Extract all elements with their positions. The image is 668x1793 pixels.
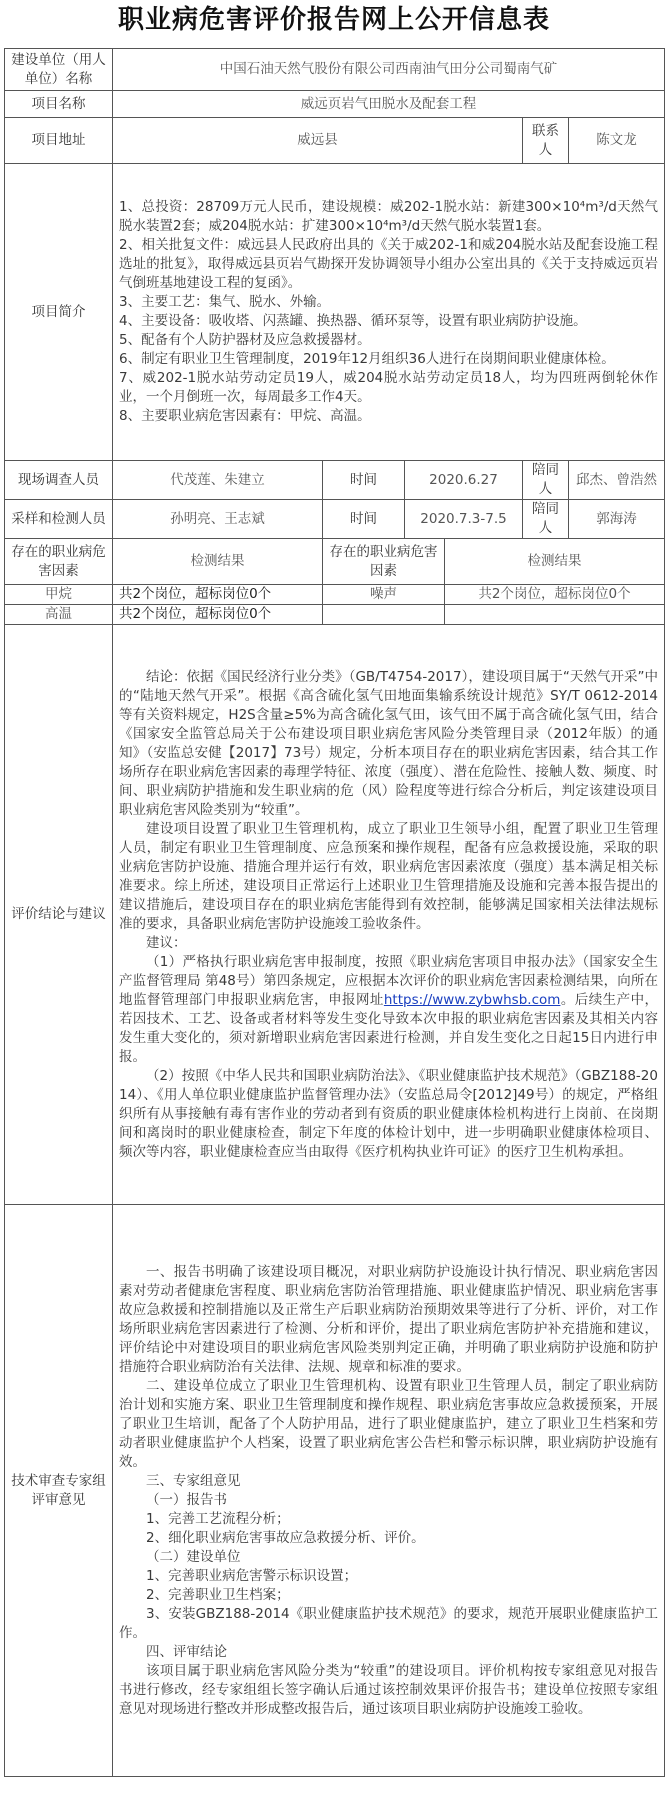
conclusion-label: 评价结论与建议 xyxy=(5,625,113,1205)
review-paragraph: 该项目属于职业病危害风险分类为“较重”的建设项目。评价机构按专家组意见对报告书进行修改，经专家组组长签字确认后通过该控制效果评价报告书；建设单位按照专家组意见对现场进行整改并形成整改报告后，通过该项目职业病防护设施竣工验收。 xyxy=(119,1662,658,1717)
sampling-accompany-value: 郭海涛 xyxy=(569,500,665,539)
review-paragraph: （一）报告书 xyxy=(146,1491,227,1508)
sampling-staff: 孙明亮、王志斌 xyxy=(113,500,323,539)
review-paragraph: 一、报告书明确了该建设项目概况，对职业病防护设施设计执行情况、职业病危害因素对劳动者健康危害程度、职业病危害防治管理措施、职业健康监护情况、职业病危害事故应急救援和控制措施以及正常生产后职业病防治预期效果等进行了分析、评价，对工作场所职业病危害因素进行了检测、分析和评价，提出了职业病危害防护补充措施和建议，评价结论中对建设项目的职业病危害风险类别判定正确，并明确了职业病防护设施和防护措施符合职业病防治有关法律、法规、规章和标准的要求。 xyxy=(119,1263,658,1375)
review-paragraph: 2、细化职业病危害事故应急救援分析、评价。 xyxy=(146,1529,425,1546)
conclusion-text: 。后续生产中，若因技术、工艺、设备或者材料等发生变化导致本次申报的职业病危害因素及其相关内容发生重大变化的，须对新增职业病危害因素进行检测，并自发生变化之日起15日内进行申报。 xyxy=(119,991,659,1065)
conclusion-paragraph: 建议： xyxy=(146,934,187,951)
hazard-result: 共2个岗位，超标岗位0个 xyxy=(113,585,323,605)
review-paragraph: 3、安装GBZ188-2014《职业健康监护技术规范》的要求，规范开展职业健康监护工作。 xyxy=(119,1605,658,1641)
contact-value: 陈文龙 xyxy=(569,118,665,164)
conclusion-content xyxy=(113,625,665,1205)
hazard-factor: 噪声 xyxy=(323,585,445,605)
conclusion-paragraph xyxy=(119,953,658,1067)
hazard-result: 共2个岗位，超标岗位0个 xyxy=(113,605,323,625)
conclusion-text: （1）严格执行职业病危害申报制度，按照《职业病危害项目申报办法》（国家安全生产监督管理局 第48号）第四条规定，应根据本次评价的职业病危害因素检测结果，向所在地监督管理部门申报职业病危害，申报网址 xyxy=(119,953,658,1008)
hazard-result-empty xyxy=(445,605,665,625)
detection-result-header-right: 检测结果 xyxy=(445,539,665,585)
site-accompany-value: 邱杰、曾浩然 xyxy=(569,461,665,500)
site-survey-label: 现场调查人员 xyxy=(5,461,113,500)
site-survey-staff: 代茂莲、朱建立 xyxy=(113,461,323,500)
project-name-value: 威远页岩气田脱水及配套工程 xyxy=(113,91,665,118)
review-paragraph: 1、完善工艺流程分析； xyxy=(146,1510,290,1527)
unit-label: 建设单位（用人单位）名称 xyxy=(5,49,113,91)
conclusion-paragraph: 建设项目设置了职业卫生管理机构，成立了职业卫生领导小组，配置了职业卫生管理人员，制定有职业卫生管理制度、应急预案和操作规程，配备有应急救援设施，采取的职业病危害防护设施、措施合理并运行有效，职业病危害因素浓度（强度）基本满足相关标准要求。综上所述，建设项目正常运行上述职业卫生管理措施及设施和完善本报告提出的建议措施后，建设项目存在的职业病危害能得到有效控制，能够满足国家相关法律法规标准的要求，具备职业病危害防护设施竣工验收条件。 xyxy=(119,820,658,932)
hazard-factor: 高温 xyxy=(5,605,113,625)
hazard-factor-header-left: 存在的职业病危害因素 xyxy=(5,539,113,585)
review-paragraph: 三、专家组意见 xyxy=(146,1472,241,1489)
unit-value: 中国石油天然气股份有限公司西南油气田分公司蜀南气矿 xyxy=(113,49,665,91)
sampling-accompany-label: 陪同人 xyxy=(523,500,569,539)
review-paragraph: 二、建设单位成立了职业卫生管理机构、设置有职业卫生管理人员，制定了职业病防治计划和实施方案、职业卫生管理制度和操作规程、职业病危害事故应急救援预案，开展了职业卫生培训，配备了个人防护用品，进行了职业健康监护，建立了职业卫生档案和劳动者职业健康监护个人档案，设置了职业病危害公告栏和警示标识牌，职业病防护设施有效。 xyxy=(119,1377,658,1470)
summary-item: 2、相关批复文件：威远县人民政府出具的《关于威202-1和威204脱水站及配套设施工程选址的批复》，取得威远县页岩气勘探开发协调领导小组办公室出具的《关于支持威远页岩气倒班基地建设工程的复函》。 xyxy=(119,237,658,291)
review-paragraph: 四、评审结论 xyxy=(146,1643,227,1660)
project-name-label: 项目名称 xyxy=(5,91,113,118)
summary-item: 6、制定有职业卫生管理制度，2019年12月组织36人进行在岗期间职业健康体检。 xyxy=(119,351,615,367)
conclusion-paragraph: （2）按照《中华人民共和国职业病防治法》、《职业健康监护技术规范》（GBZ188-2014）、《用人单位职业健康监护监督管理办法》（安监总局令[2012]49号）的规定，严格组织所有从事接触有毒有害作业的劳动者到有资质的职业健康体检机构进行上岗前、在岗期间和离岗时的职业健康检查，制定下年度的体检计划中，进一步明确职业健康体检项目、频次等内容，职业健康检查应当由取得《医疗机构执业许可证》的医疗卫生机构承担。 xyxy=(119,1067,658,1160)
hazard-factor-header-right: 存在的职业病危害因素 xyxy=(323,539,445,585)
site-time-value: 2020.6.27 xyxy=(405,461,523,500)
info-table xyxy=(4,48,665,1777)
declaration-link[interactable]: https://www.zybwhsb.com xyxy=(383,991,561,1008)
review-paragraph: 2、完善职业卫生档案； xyxy=(146,1586,290,1603)
page-title: 职业病危害评价报告网上公开信息表 xyxy=(117,5,550,35)
review-label: 技术审查专家组评审意见 xyxy=(5,1205,113,1777)
detection-result-header-left: 检测结果 xyxy=(113,539,323,585)
summary-item: 3、主要工艺：集气、脱水、外输。 xyxy=(119,294,331,310)
site-accompany-label: 陪同人 xyxy=(523,461,569,500)
summary-content xyxy=(113,164,665,461)
sampling-time-value: 2020.7.3-7.5 xyxy=(405,500,523,539)
review-content xyxy=(113,1205,665,1777)
project-address-label: 项目地址 xyxy=(5,118,113,164)
review-paragraph: （二）建设单位 xyxy=(146,1548,241,1565)
conclusion-paragraph: 结论：依据《国民经济行业分类》（GB/T4754-2017），建设项目属于“天然气开采”中的“陆地天然气开采”。根据《高含硫化氢气田地面集输系统设计规范》SY/T 0612-2014等有关资料规定，H2S含量≥5%为高含硫化氢气田，该气田不属于高含硫化氢气田，结合《国家安全监管总局关于公布建设项目职业病危害风险分类管理目录（2012年版）的通知》（安监总安健【2017】73号）规定，分析本项目存在的职业病危害因素，结合其工作场所存在职业病危害因素的毒理学特征、浓度（强度）、潜在危险性、接触人数、频度、时间、职业病防护措施和发生职业病的危（风）险程度等进行综合分析后，判定该建设项目职业病危害风险类别为“较重”。 xyxy=(119,668,658,818)
hazard-result: 共2个岗位，超标岗位0个 xyxy=(445,585,665,605)
project-address-value: 威远县 xyxy=(113,118,523,164)
site-time-label: 时间 xyxy=(323,461,405,500)
summary-item: 4、主要设备：吸收塔、闪蒸罐、换热器、循环泵等，设置有职业病防护设施。 xyxy=(119,313,587,329)
hazard-factor: 甲烷 xyxy=(5,585,113,605)
review-paragraph: 1、完善职业病危害警示标识设置； xyxy=(146,1567,358,1584)
summary-item: 7、威202-1脱水站劳动定员19人，威204脱水站劳动定员18人，均为四班两倒轮休作业，一个月倒班一次，每周最多工作4天。 xyxy=(119,370,658,405)
sampling-label: 采样和检测人员 xyxy=(5,500,113,539)
summary-item: 5、配备有个人防护器材及应急救援器材。 xyxy=(119,332,371,348)
contact-label: 联系人 xyxy=(523,118,569,164)
summary-item: 1、总投资：28709万元人民币，建设规模：威202-1脱水站：新建300×10⁴m³/d天然气脱水装置2套；威204脱水站：扩建300×10⁴m³/d天然气脱水装置1套。 xyxy=(119,199,658,234)
sampling-time-label: 时间 xyxy=(323,500,405,539)
hazard-factor-empty xyxy=(323,605,445,625)
summary-label: 项目简介 xyxy=(5,164,113,461)
summary-item: 8、主要职业病危害因素有：甲烷、高温。 xyxy=(119,408,371,424)
